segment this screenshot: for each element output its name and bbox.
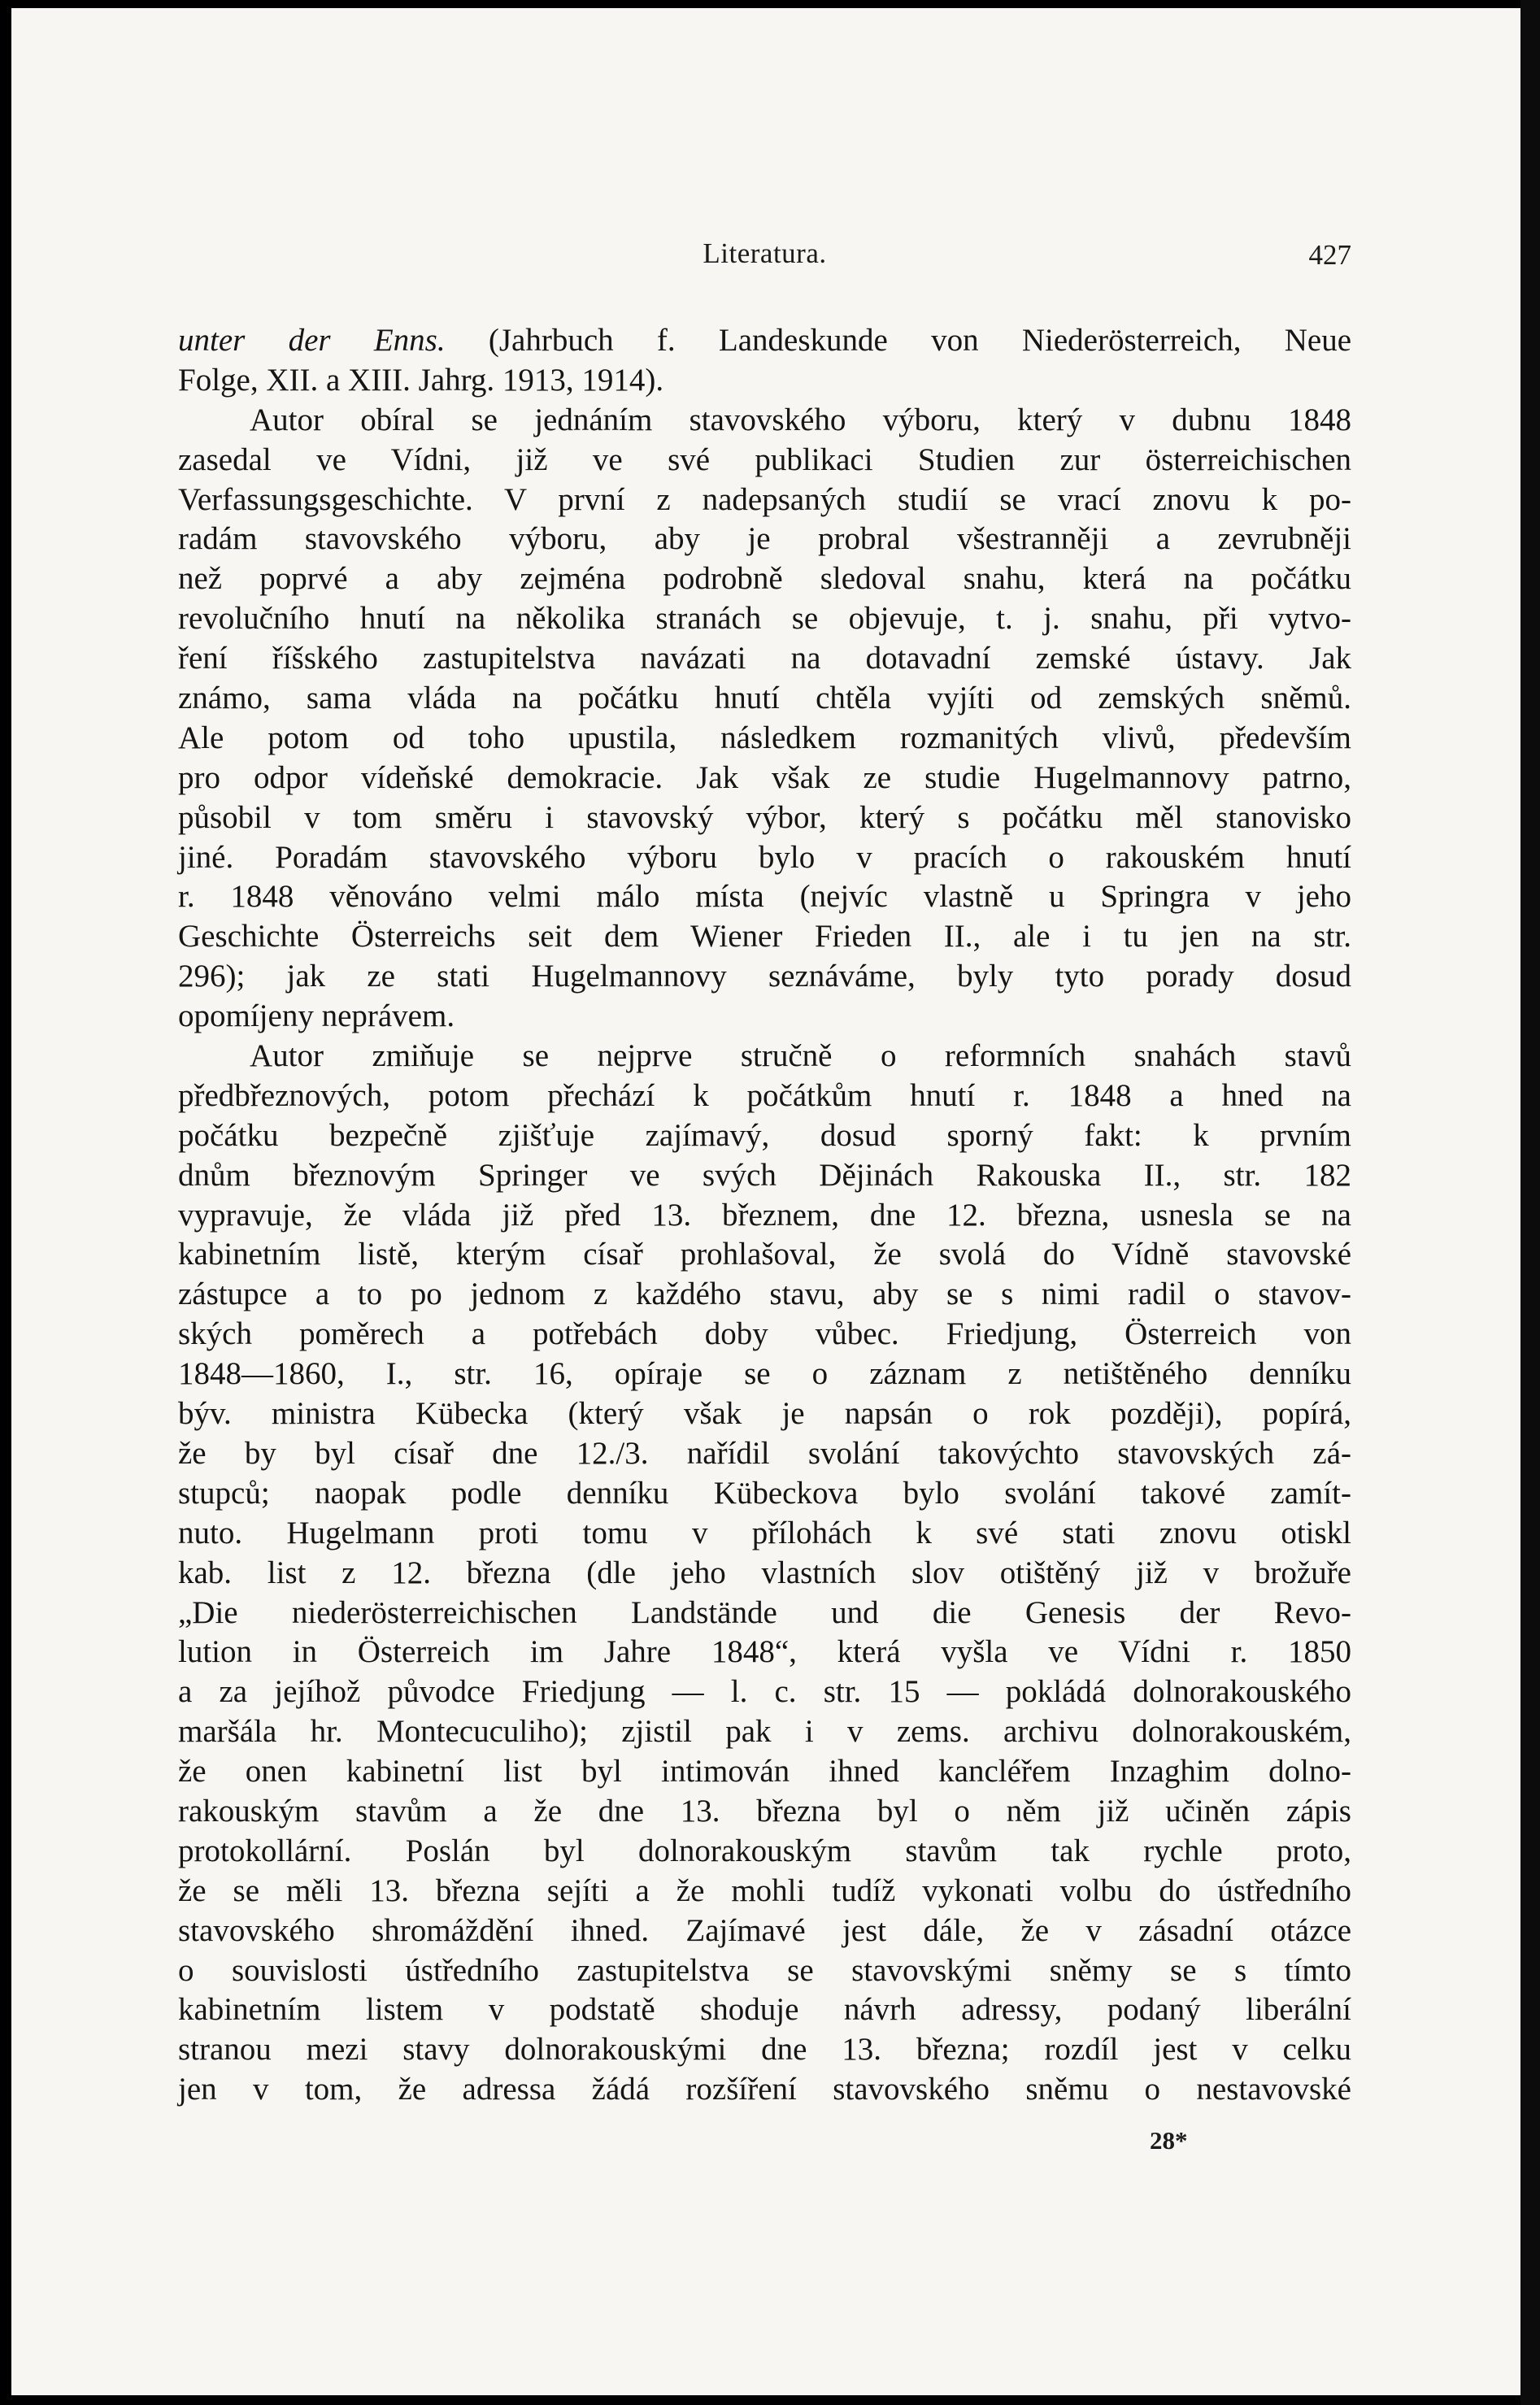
line-text: (Jahrbuch f. Landeskunde von Niederösterreich, Neue [445,323,1351,358]
text-line: býv. ministra Kübecka (který však je napsán o rok později), popírá, [178,1396,1351,1432]
text-line: ských poměrech a potřebách doby vůbec. Friedjung, Österreich von [178,1316,1351,1352]
text-line: jiné. Poradám stavovského výboru bylo v pracích o rakouském hnutí [178,839,1351,875]
text-line: maršála hr. Montecuculiho); zjistil pak i v zems. archivu dolnorakouském, [178,1714,1351,1750]
scan-edge [1520,0,1540,2405]
running-head [178,237,1351,278]
page-sheet [11,8,1520,2395]
italic-title: unter der Enns. [178,323,446,358]
running-title: Literatura. [703,237,827,269]
text-line: dnům březnovým Springer ve svých Dějinách Rakouska II., str. 182 [178,1157,1351,1193]
text-line: kab. list z 12. března (dle jeho vlastních slov otištěný již v brožuře [178,1555,1351,1590]
text-line: a za jejíhož původce Friedjung — l. c. str. 15 — pokládá dolnorakouského [178,1674,1351,1710]
page-number: 427 [1308,239,1351,271]
text-line: Folge, XII. a XIII. Jahrg. 1913, 1914). [178,362,664,398]
text-line: rakouským stavům a že dne 13. března byl o něm již učiněn zápis [178,1793,1351,1829]
text-line: protokollární. Poslán byl dolnorakouským stavům tak rychle proto, [178,1833,1351,1868]
text-line: lution in Österreich im Jahre 1848“, která vyšla ve Vídni r. 1850 [178,1634,1351,1670]
body-text [178,321,1351,2110]
text-line: radám stavovského výboru, aby je probral všestranněji a zevrubněji [178,521,1351,557]
text-line: jen v tom, že adressa žádá rozšíření stavovského sněmu o nestavovské [178,2072,1351,2107]
text-line: 1848—1860, I., str. 16, opíraje se o záznam z netištěného denníku [178,1356,1351,1392]
text-line: než poprvé a aby zejména podrobně sledoval snahu, která na počátku [178,561,1351,597]
text-line: známo, sama vláda na počátku hnutí chtěla vyjíti od zemských sněmů. [178,681,1351,716]
text-line: ření říšského zastupitelstva navázati na dotavadní zemské ústavy. Jak [178,641,1351,676]
text-line: pro odpor vídeňské demokracie. Jak však ze studie Hugelmannovy patrno, [178,759,1351,795]
text-line: 296); jak ze stati Hugelmannovy seznáváme, byly tyto porady dosud [178,959,1351,994]
text-line [178,321,1351,361]
text-line: Autor zmiňuje se nejprve stručně o reformních snahách stavů [250,1038,1351,1074]
text-line: r. 1848 věnováno velmi málo místa (nejvíc vlastně u Springra v jeho [178,879,1351,915]
text-line: předbřeznových, potom přechází k počátkům hnutí r. 1848 a hned na [178,1077,1351,1113]
text-line: stavovského shromáždění ihned. Zajímavé jest dále, že v zásadní otázce [178,1912,1351,1948]
text-line: opomíjeny neprávem. [178,998,455,1034]
text-line: Geschichte Österreichs seit dem Wiener Frieden II., ale i tu jen na str. [178,919,1351,955]
text-line: Verfassungsgeschichte. V první z nadepsaných studií se vrací znovu k po- [178,481,1351,517]
text-line: kabinetním listě, kterým císař prohlašoval, že svolá do Vídně stavovské [178,1237,1351,1272]
text-line: že by byl císař dne 12./3. nařídil svolání takovýchto stavovských zá- [178,1435,1351,1471]
text-line: o souvislosti ústředního zastupitelstva se stavovskými sněmy se s tímto [178,1952,1351,1988]
text-line: že onen kabinetní list byl intimován ihned kancléřem Inzaghim dolno- [178,1754,1351,1790]
text-line: zasedal ve Vídni, již ve své publikaci Studien zur österreichischen [178,441,1351,477]
text-line: Autor obíral se jednáním stavovského výboru, který v dubnu 1848 [250,402,1351,437]
text-line: počátku bezpečně zjišťuje zajímavý, dosud sporný fakt: k prvním [178,1117,1351,1153]
text-line: revolučního hnutí na několika stranách se objevuje, t. j. snahu, při vytvo- [178,601,1351,637]
text-line: „Die niederösterreichischen Landstände und die Genesis der Revo- [178,1594,1351,1630]
text-line: kabinetním listem v podstatě shoduje návrh adressy, podaný liberální [178,1992,1351,2028]
text-line: nuto. Hugelmann proti tomu v přílohách k své stati znovu otiskl [178,1515,1351,1550]
text-line: vypravuje, že vláda již před 13. březnem, dne 12. března, usnesla se na [178,1197,1351,1233]
text-line: stupců; naopak podle denníku Kübeckova bylo svolání takové zamít- [178,1475,1351,1511]
text-line: stranou mezi stavy dolnorakouskými dne 13. března; rozdíl jest v celku [178,2032,1351,2068]
text-line: zástupce a to po jednom z každého stavu, aby se s nimi radil o stavov- [178,1276,1351,1312]
text-line: Ale potom od toho upustila, následkem rozmanitých vlivů, především [178,720,1351,755]
signature-mark: 28* [1150,2126,1188,2155]
text-line: působil v tom směru i stavovský výbor, který s počátku měl stanovisko [178,799,1351,835]
text-line: že se měli 13. března sejíti a že mohli tudíž vykonati volbu do ústředního [178,1872,1351,1908]
